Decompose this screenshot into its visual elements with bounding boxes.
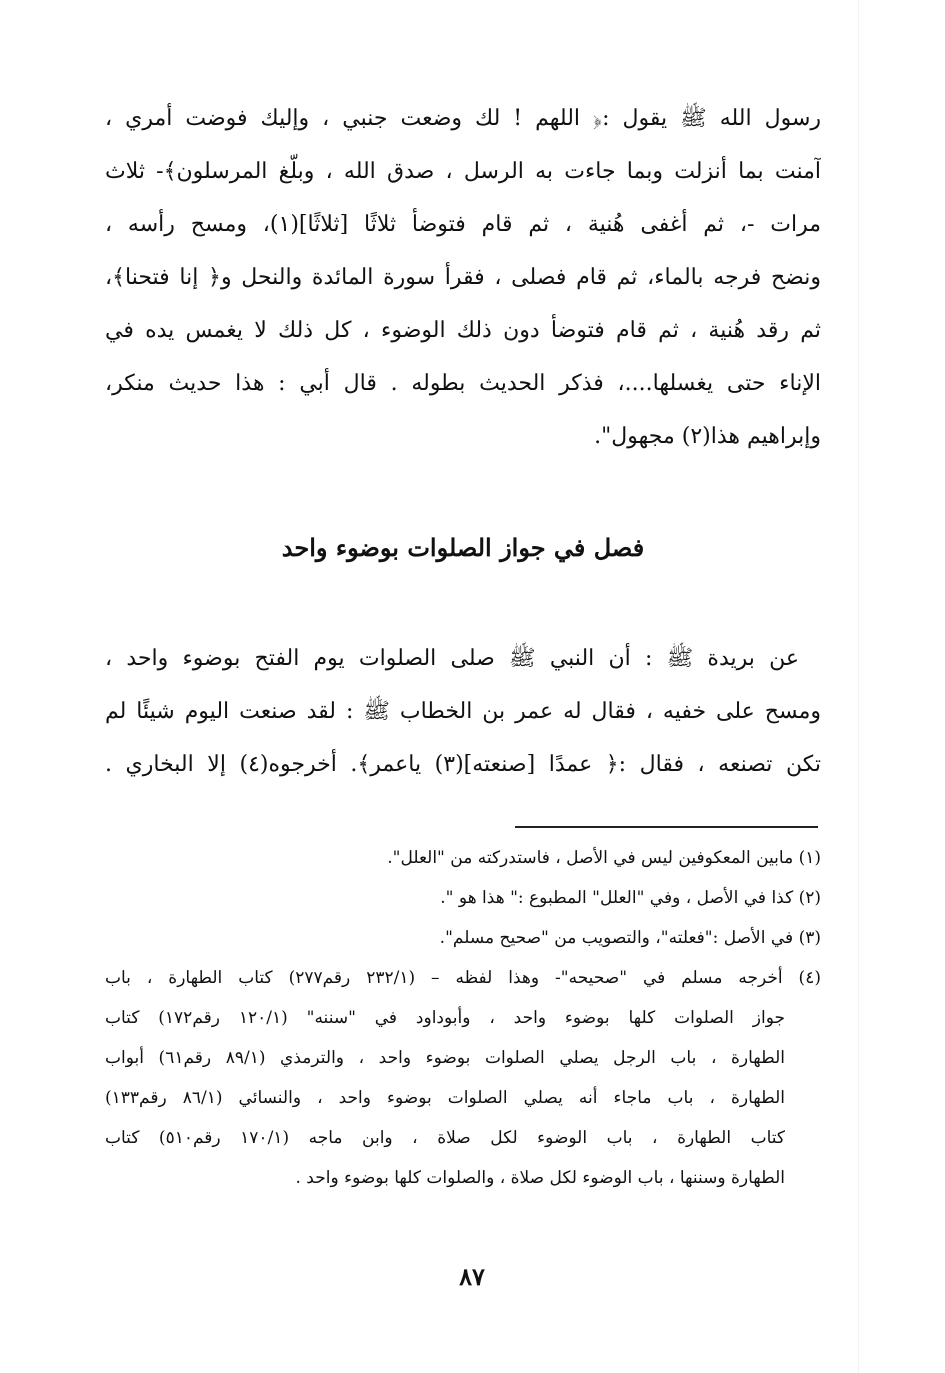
text-line: ثم رقد هُنية ، ثم قام فتوضأ دون ذلك الوضوء ، كل ذلك لا يغمس يده في (105, 318, 821, 343)
footnote-4-line: الطهارة ، باب ماجاء أنه يصلي الصلوات بوضوء واحد ، والنسائي (٨٦/١ رقم١٣٣) (105, 1088, 785, 1108)
text-line: الإناء حتى يغسلها....، فذكر الحديث بطوله . قال أبي : هذا حديث منكر، (105, 371, 821, 396)
text-line: ومسح على خفيه ، فقال له عمر بن الخطاب ﷺ : لقد صنعت اليوم شيئًا لم (105, 699, 821, 724)
footnote-4-line: (٤) أخرجه مسلم في "صحيحه"- وهذا لفظه – (٢٣٢/١ رقم٢٧٧) كتاب الطهارة ، باب (105, 968, 821, 988)
section-heading: فصل في جواز الصلوات بوضوء واحد (281, 533, 645, 562)
footnotes (105, 838, 821, 998)
footnote-4-line: الطهارة ، باب الرجل يصلي الصلوات بوضوء واحد ، والترمذي (٨٩/١ رقم٦١) أبواب (105, 1048, 785, 1068)
footnote-4-line: جواز الصلوات كلها بوضوء واحد ، وأبوداود في "سننه" (١٢٠/١ رقم١٧٢) كتاب (105, 1008, 785, 1028)
footnote-1: (١) مابين المعكوفين ليس في الأصل ، فاستدركته من "العلل". (387, 848, 821, 868)
paragraph-hadith (105, 632, 821, 791)
text-line: رسول الله ﷺ يقول :﴿ اللهم ! لك وضعت جنبي ، وإليك فوضت أمري ، (105, 106, 821, 131)
footnote-3: (٣) في الأصل :"فعلته"، والتصويب من "صحيح مسلم". (439, 928, 821, 948)
text-line: آمنت بما أنزلت وبما جاءت به الرسل ، صدق الله ، وبلّغ المرسلون﴾- ثلاث (105, 159, 821, 184)
text-line: تكن تصنعه ، فقال :﴿ عمدًا [صنعته](٣) ياعمر﴾. أخرجوه(٤) إلا البخاري . (105, 752, 821, 777)
page-number: ٨٧ (459, 1262, 485, 1291)
page-edge-mark (858, 0, 859, 1373)
text-line: عن بريدة ﷺ : أن النبي ﷺ صلى الصلوات يوم الفتح بوضوء واحد ، (105, 646, 799, 671)
text-line: مرات -، ثم أغفى هُنية ، ثم قام فتوضأ ثلاثًا [ثلاثًا](١)، ومسح رأسه ، (105, 212, 821, 237)
paragraph-continuation (105, 92, 821, 463)
footnote-separator (515, 826, 818, 828)
footnote-4-line: كتاب الطهارة ، باب الوضوء لكل صلاة ، وابن ماجه (١٧٠/١ رقم٥١٠) كتاب (105, 1128, 785, 1148)
footnote-4-continuation (105, 998, 785, 1198)
footnote-4-line: الطهارة وسننها ، باب الوضوء لكل صلاة ، والصلوات كلها بوضوء واحد . (295, 1168, 785, 1188)
text-line: وإبراهيم هذا(٢) مجهول". (594, 424, 821, 449)
footnote-2: (٢) كذا في الأصل ، وفي "العلل" المطبوع :" هذا هو ". (440, 888, 821, 908)
text-line: ونضح فرجه بالماء، ثم قام فصلى ، فقرأ سورة المائدة والنحل و﴿ إنا فتحنا﴾، (105, 265, 821, 290)
